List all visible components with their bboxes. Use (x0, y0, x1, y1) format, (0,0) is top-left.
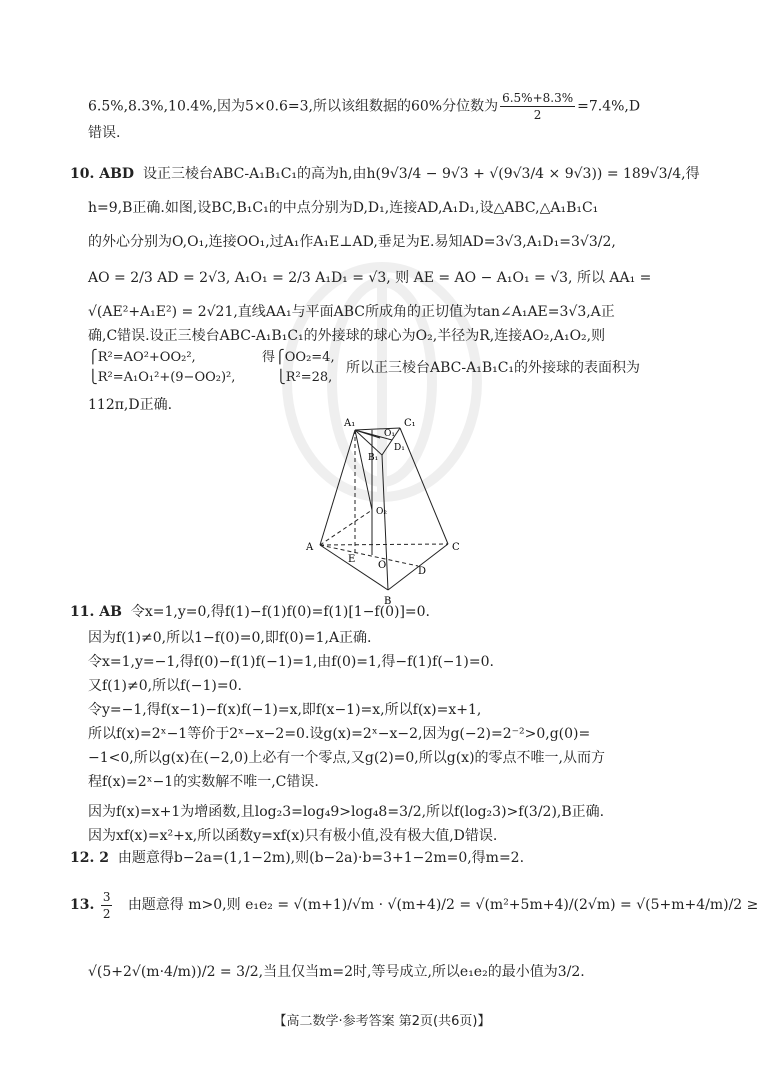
q10-system-1: ⎧R²=AO²+OO₂², (88, 350, 196, 365)
fraction-denominator: 2 (533, 108, 542, 122)
q10-line-1b: h(9√3/4 − 9√3 + √(9√3/4 × 9√3)) = 189√3/4,得 (366, 166, 700, 182)
q10-line-1: 设正三棱台ABC-A₁B₁C₁的高为h,由 (142, 166, 367, 182)
label-a: A (306, 542, 314, 553)
label-c1: C₁ (404, 418, 416, 429)
q10-line-8: 112π,D正确. (88, 397, 173, 413)
question-11-label: 11. AB (70, 604, 122, 620)
segment-a-o2 (320, 510, 372, 545)
label-b1: B₁ (368, 453, 379, 463)
edge-a1-a (320, 430, 355, 545)
fraction (500, 90, 575, 123)
q12-text: 由题意得b−2a=(1,1−2m),则(b−2a)·b=3+1−2m=0,得m=2. (117, 850, 525, 866)
q10-line-3: 的外心分别为O,O₁,连接OO₁,过A₁作A₁E⊥AD,垂足为E.易知AD=3√3,A₁D₁=3√3/2, (88, 234, 616, 250)
top-line-1-end: =7.4%,D (577, 98, 641, 115)
text-line (70, 164, 700, 184)
q11-line-7: −1<0,所以g(x)在(−2,0)上必有一个零点,又g(2)=0,所以g(x)的零点不唯一,从而方 (88, 750, 605, 766)
q11-line-2: 因为f(1)≠0,所以1−f(0)=0,即f(0)=1,A正确. (88, 630, 372, 646)
q10-line-6: 确,C错误.设正三棱台ABC-A₁B₁C₁的外接球的球心为O₂,半径为R,连接AO₂,A₁O₂,则 (88, 328, 606, 344)
q10-line-5: √(AE²+A₁E²) = 2√21,直线AA₁与平面ABC所成角的正切值为tan∠A₁AE=3√3,A正 (88, 304, 615, 320)
q13-line-2: √(5+2√(m·4/m))/2 = 3/2,当且仅当m=2时,等号成立,所以e₁e₂的最小值为3/2. (88, 964, 585, 980)
question-12-label: 12. 2 (70, 850, 109, 866)
text-line (70, 602, 430, 622)
question-10-label: 10. ABD (70, 166, 135, 182)
answer-numerator: 3 (102, 889, 111, 904)
top-line-2: 错误. (88, 125, 121, 141)
label-d1: D₁ (394, 443, 405, 453)
page-footer: 【高二数学·参考答案 第2页(共6页)】 (273, 1014, 491, 1029)
segment-a1-o2 (355, 430, 372, 510)
frustum-figure (300, 410, 480, 610)
q11-line-10: 因为xf(x)=x²+x,所以函数y=xf(x)只有极小值,没有极大值,D错误. (88, 828, 498, 844)
edge-a-c (320, 544, 448, 545)
segment-a-d (320, 545, 418, 566)
q11-line-4: 又f(1)≠0,所以f(−1)=0. (88, 678, 242, 694)
label-a1: A₁ (344, 418, 356, 429)
fraction-numerator: 6.5%+8.3% (502, 91, 574, 105)
q11-line-6: 所以f(x)=2ˣ−1等价于2ˣ−x−2=0.设g(x)=2ˣ−x−2,因为g(−2)=2⁻²>0,g(0)= (88, 726, 591, 742)
text-line (70, 888, 758, 922)
q11-line-5: 令y=−1,得f(x−1)−f(x)f(−1)=x,即f(x−1)=x,所以f(x)=x+1, (88, 702, 482, 718)
q10-line-2: h=9,B正确.如图,设BC,B₁C₁的中点分别为D,D₁,连接AD,A₁D₁,设△ABC,△A₁B₁C₁ (88, 200, 599, 216)
label-d: D (418, 566, 427, 577)
question-13-label: 13. (70, 897, 95, 913)
q10-result-1: 得⎧OO₂=4, (262, 350, 335, 365)
q10-line-4: AO = 2/3 AD = 2√3, A₁O₁ = 2/3 A₁D₁ = √3, 则 AE = AO − A₁O₁ = √3, 所以 AA₁ = (88, 270, 652, 286)
label-e: E (348, 554, 356, 565)
q13-line-1: 由题意得 m>0,则 e₁e₂ = √(m+1)/√m · √(m+4)/2 = √(m²+5m+4)/(2√m) = √(5+m+4/m)/2 ≥ (127, 897, 759, 913)
text-line (88, 90, 640, 123)
label-c: C (452, 542, 460, 553)
label-o: O (378, 560, 387, 571)
q10-system-2: ⎩R²=A₁O₁²+(9−OO₂)², (88, 370, 236, 385)
q11-line-8: 程f(x)=2ˣ−1的实数解不唯一,C错误. (88, 774, 319, 790)
q11-line-9: 因为f(x)=x+1为增函数,且log₂3=log₄9>log₄8=3/2,所以f(log₂3)>f(3/2),B正确. (88, 804, 605, 820)
q10-result-2: ⎩R²=28, (276, 370, 333, 385)
edge-c1-c (400, 428, 448, 544)
q11-line-3: 令x=1,y=−1,得f(0)−f(1)f(−1)=1,由f(0)=1,得−f(1)f(−1)=0. (88, 654, 494, 670)
label-b: B (384, 596, 392, 607)
q10-line-7e: 所以正三棱台ABC-A₁B₁C₁的外接球的表面积为 (346, 360, 641, 376)
top-line-1: 6.5%,8.3%,10.4%,因为5×0.6=3,所以该组数据的60%分位数为 (88, 98, 499, 115)
label-o1: O₁ (384, 429, 395, 439)
answer-fraction (101, 889, 113, 922)
label-o2: O₂ (376, 507, 387, 517)
text-line (70, 848, 524, 868)
q11-line-1: 令x=1,y=0,得f(1)−f(1)f(0)=f(1)[1−f(0)]=0. (130, 604, 430, 620)
answer-denominator: 2 (102, 906, 111, 921)
